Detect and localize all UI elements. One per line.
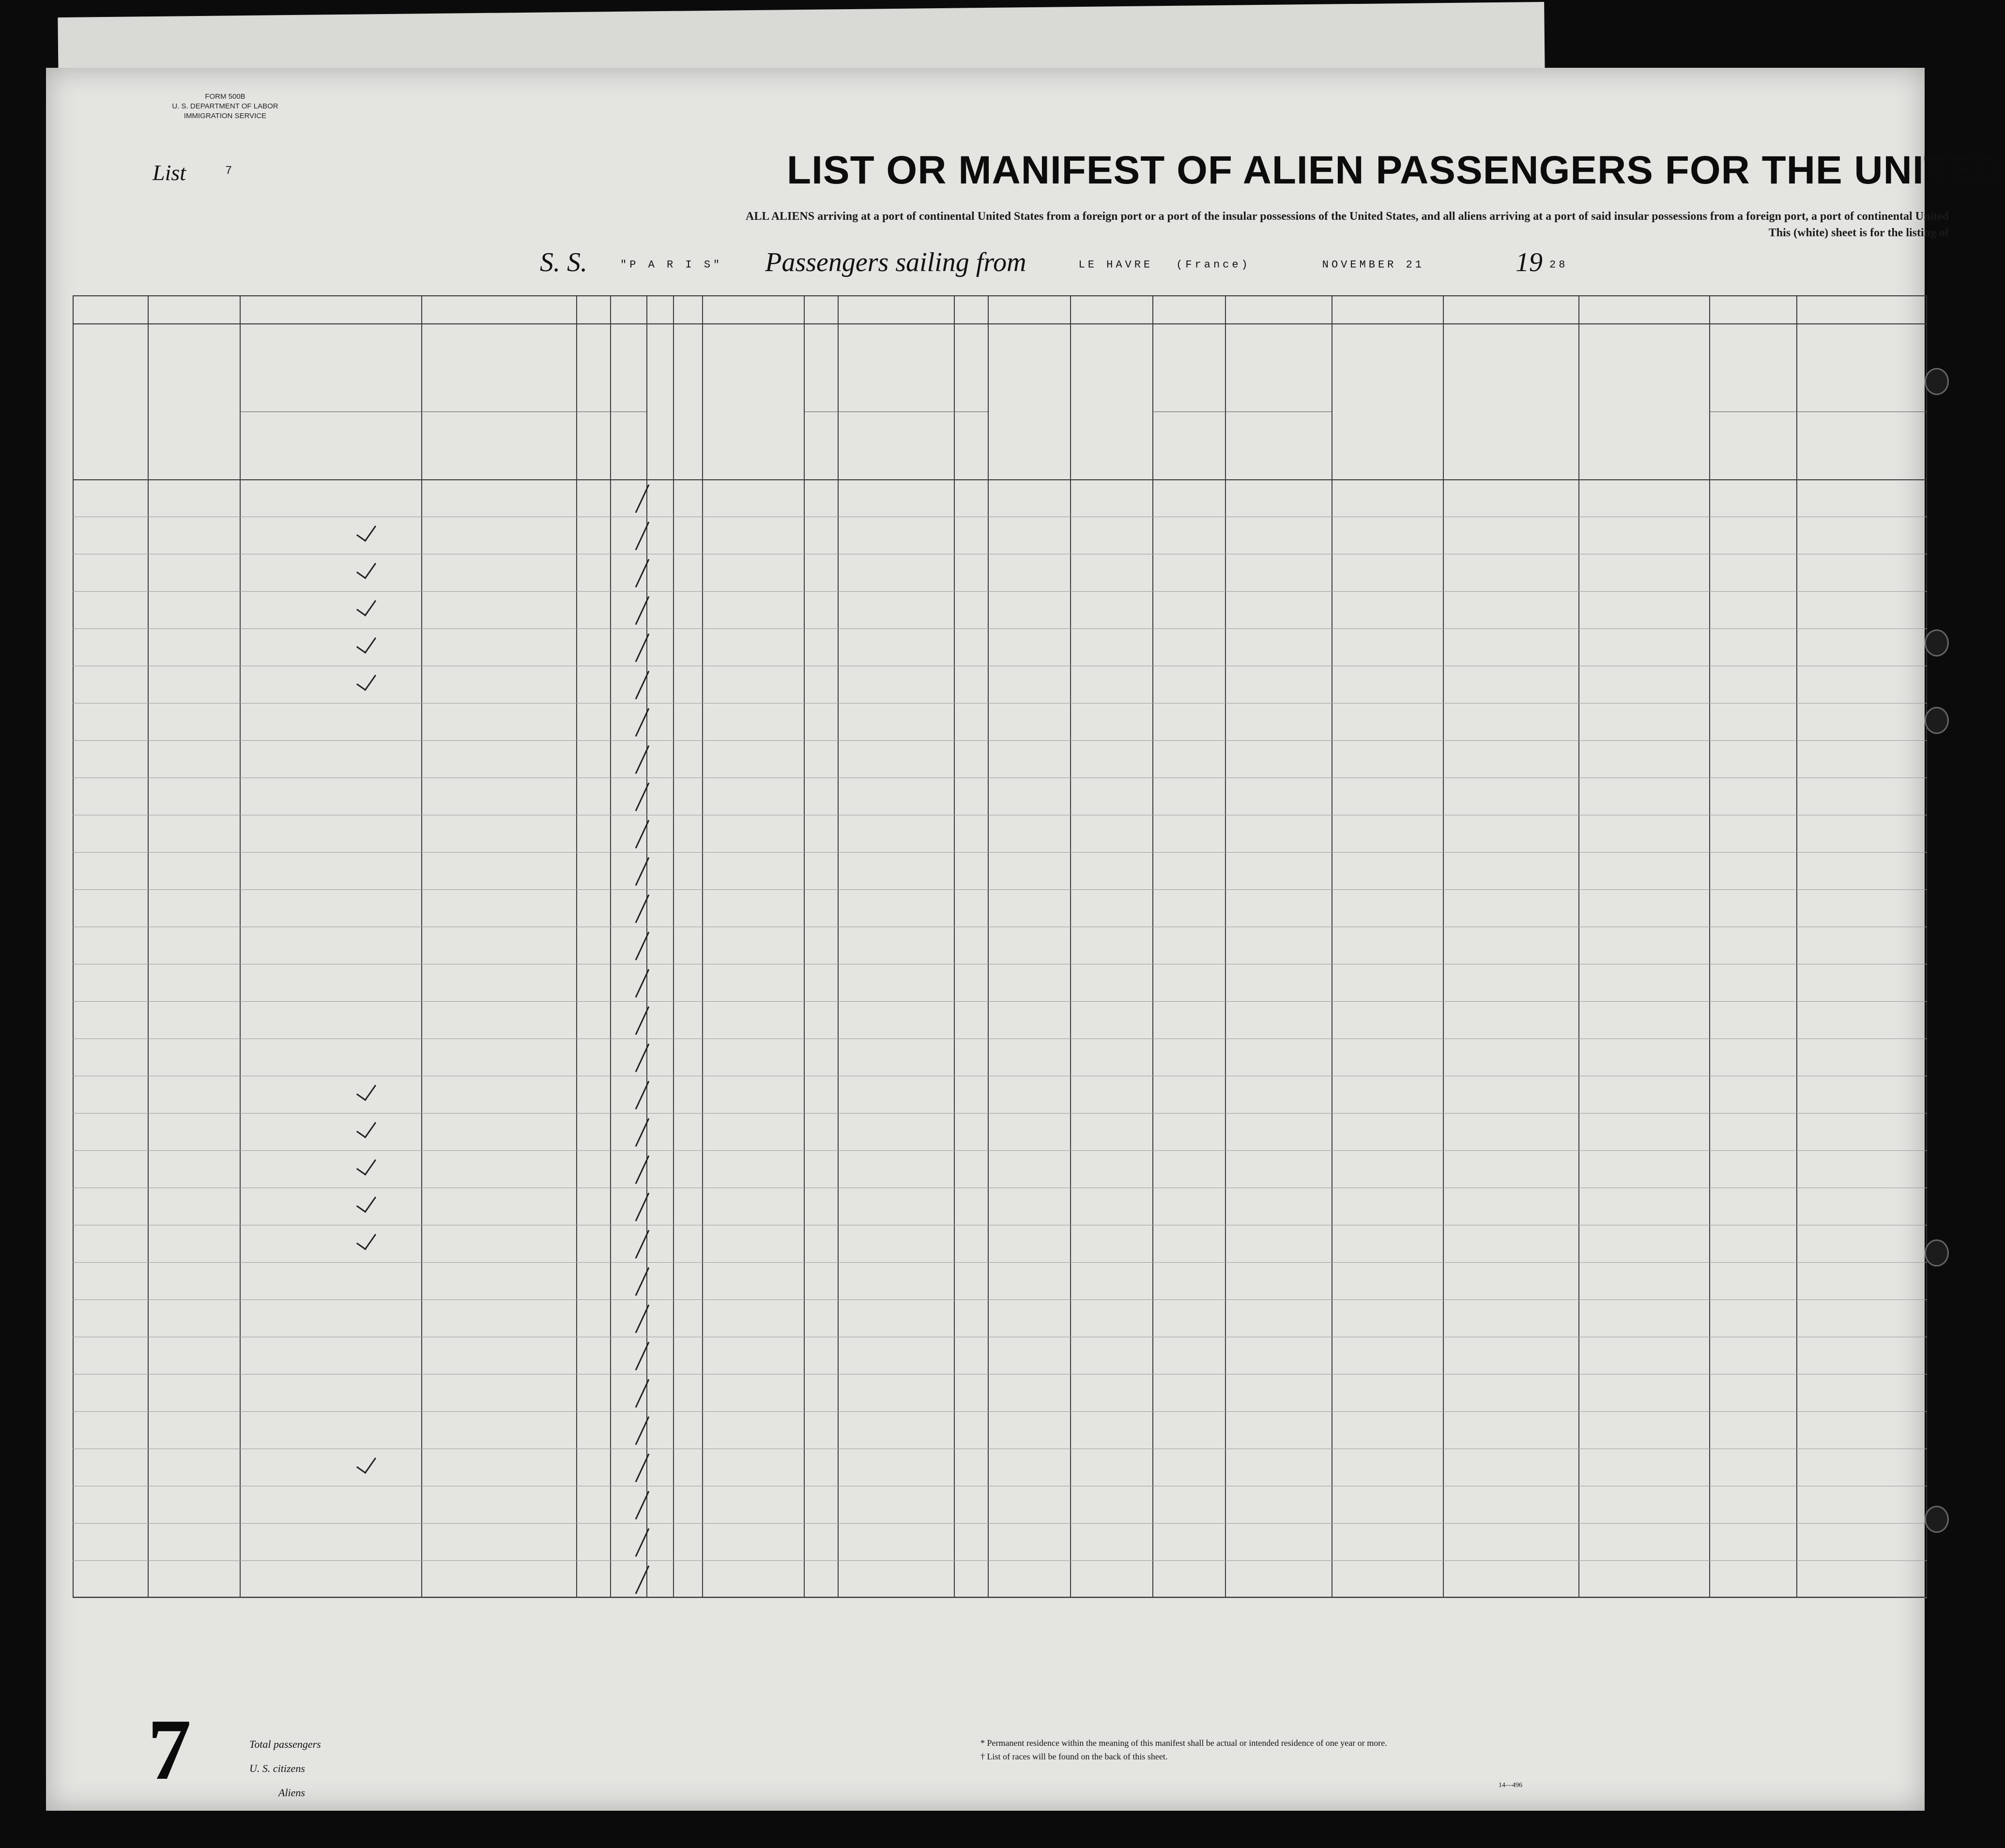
row-rule (73, 852, 1927, 853)
column-rule (954, 295, 955, 1598)
row-rule (73, 1523, 1927, 1524)
sailing-label: Passengers sailing from (765, 247, 1026, 277)
binder-hole (1925, 707, 1949, 734)
print-code: 14—496 (1499, 1782, 1522, 1789)
column-rule (702, 295, 703, 1598)
column-rule (240, 295, 241, 1598)
row-rule (73, 1299, 1927, 1300)
row-rule (73, 1113, 1927, 1114)
year-suffix: 28 (1549, 259, 1568, 271)
column-rule (576, 295, 577, 1598)
column-rule (148, 295, 149, 1598)
aliens-label: Aliens (278, 1787, 305, 1799)
column-rule (421, 295, 422, 1598)
footnote-residence: * Permanent residence within the meaning of this manifest shall be actual or intended residence of one year or more. (980, 1738, 1387, 1748)
ship-name: "P A R I S" (620, 259, 723, 271)
page-number: 7 (148, 1701, 191, 1798)
row-rule (73, 1560, 1927, 1561)
column-rule (988, 295, 989, 1598)
row-rule (73, 1411, 1927, 1412)
form-identifier (153, 92, 298, 121)
total-passengers-label: Total passengers (249, 1738, 321, 1750)
intro-line-2: This (white) sheet is for the listing of (1768, 227, 1949, 239)
port-name: LE HAVRE (1078, 259, 1153, 271)
row-rule (73, 628, 1927, 629)
intro-text (433, 208, 1949, 241)
column-rule (1443, 295, 1444, 1598)
column-rule (673, 295, 674, 1598)
row-rule (73, 1262, 1927, 1263)
column-rule (1225, 295, 1226, 1598)
column-rule (1796, 295, 1797, 1598)
manifest-sheet (46, 68, 2005, 1811)
binder-hole (1925, 1239, 1949, 1267)
table-border (73, 295, 1927, 1598)
column-rule (1709, 295, 1710, 1598)
column-rule (838, 295, 839, 1598)
column-rule (1070, 295, 1071, 1598)
row-rule (73, 889, 1927, 890)
department-name: U. S. DEPARTMENT OF LABOR (172, 102, 278, 110)
port-country: (France) (1176, 259, 1251, 271)
column-rule (610, 295, 611, 1598)
footnote-races: † List of races will be found on the back of this sheet. (980, 1752, 1168, 1761)
row-rule (73, 740, 1927, 741)
row-rule (73, 591, 1927, 592)
row-rule (73, 1374, 1927, 1375)
binder-hole (1925, 629, 1949, 657)
ss-label: S. S. (540, 247, 587, 277)
us-citizens-label: U. S. citizens (249, 1762, 305, 1774)
sailing-date: NOVEMBER 21 (1322, 259, 1424, 271)
column-rule (1578, 295, 1579, 1598)
row-rule (73, 1001, 1927, 1002)
column-rule (804, 295, 805, 1598)
list-label: List (153, 160, 186, 185)
header-rule (73, 479, 1927, 480)
row-rule (73, 1150, 1927, 1151)
service-name: IMMIGRATION SERVICE (184, 112, 267, 120)
ship-line (540, 247, 1568, 278)
binder-hole (1925, 1506, 1949, 1533)
page-title: LIST OR MANIFEST OF ALIEN PASSENGERS FOR THE UNITED (787, 148, 2005, 192)
column-rule (1152, 295, 1153, 1598)
binder-hole (1925, 368, 1949, 395)
intro-line-1: ALL ALIENS arriving at a port of continental United States from a foreign port or a port of the insular possessions of the United States, and all aliens arriving at a port of said insular possessions from a foreign port, a port of continental United (746, 210, 1949, 223)
year-prefix: 19 (1515, 247, 1543, 277)
form-number: FORM 500B (205, 92, 245, 101)
header-rule (73, 323, 1927, 324)
list-number: 7 (225, 165, 232, 178)
